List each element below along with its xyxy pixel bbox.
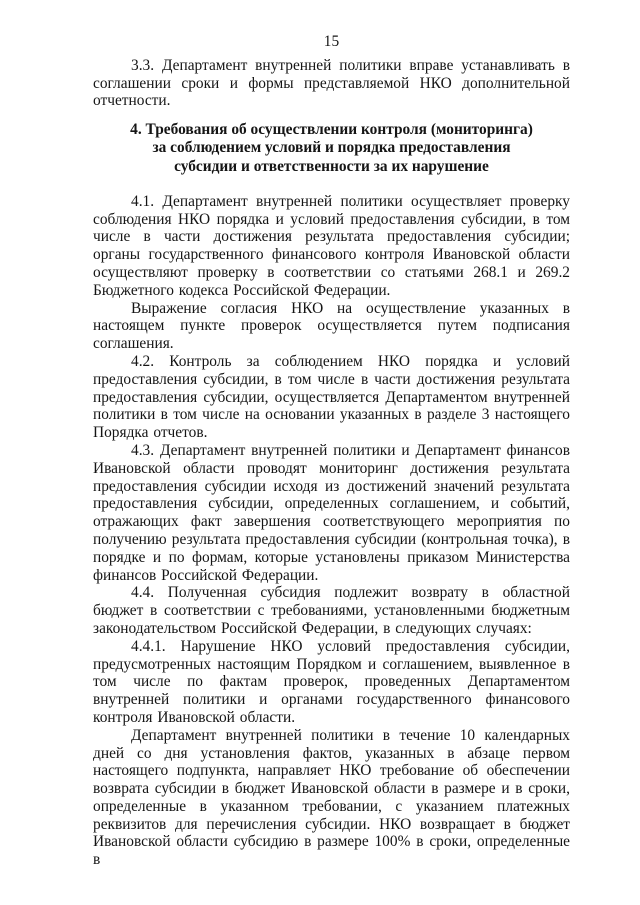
paragraph-4-4: 4.4. Полученная субсидия подлежит возврату в областной бюджет в соответствии с требованиями, установленными бюджетным законодательством Российской Федерации, в следующих случаях: bbox=[93, 584, 570, 637]
paragraph-4-4-1: 4.4.1. Нарушение НКО условий предоставления субсидии, предусмотренных настоящим Порядком и соглашением, выявленное в том числе по фактам проверок, проведенных Департаментом внутренней политики и органами государственного финансового контроля Ивановской области. bbox=[93, 637, 570, 726]
paragraph-3-3: 3.3. Департамент внутренней политики вправе устанавливать в соглашении сроки и формы представляемой НКО дополнительной отчетности. bbox=[93, 56, 570, 110]
section-4-heading: 4. Требования об осуществлении контроля (мониторинга) за соблюдением условий и порядка предоставления субсидии и ответственности за их нарушение bbox=[130, 121, 533, 175]
paragraph-4-1-consent: Выражение согласия НКО на осуществление указанных в настоящем пункте проверок осуществляется путем подписания соглашения. bbox=[93, 299, 570, 353]
paragraph-4-3: 4.3. Департамент внутренней политики и Департамент финансов Ивановской области проводят мониторинг достижения результата предоставления субсидии исходя из достижений значений результата предоставления субсидии, определенных соглашением, и событий, отражающих факт завершения соответствующего мероприятия по получению результата предоставления субсидии (контрольная точка), в порядке и по формам, которые установлены приказом Министерства финансов Российской Федерации. bbox=[93, 441, 570, 584]
paragraph-4-2: 4.2. Контроль за соблюдением НКО порядка и условий предоставления субсидии, в том числе в части достижения результата предоставления субсидии, осуществляется Департаментом внутренней политики в том числе на основании указанных в разделе 3 настоящего Порядка отчетов. bbox=[93, 352, 570, 442]
paragraph-4-1: 4.1. Департамент внутренней политики осуществляет проверку соблюдения НКО порядка и условий предоставления субсидии, в том числе в части достижения результата предоставления субсидии; органы государственного финансового контроля Ивановской области осуществляют проверку в соответствии со статьями 268.1 и 269.2 Бюджетного кодекса Российской Федерации. bbox=[93, 192, 570, 299]
paragraph-4-4-1-return: Департамент внутренней политики в течение 10 календарных дней со дня установления фактов, указанных в абзаце первом настоящего подпункта, направляет НКО требование об обеспечении возврата субсидии в бюджет Ивановской области в размере и в сроки, определенные в указанном требовании, с указанием платежных реквизитов для перечисления субсидии. НКО возвращает в бюджет Ивановской области субсидию в размере 100% в сроки, определенные в bbox=[93, 726, 570, 869]
page-number: 15 bbox=[323, 33, 340, 50]
